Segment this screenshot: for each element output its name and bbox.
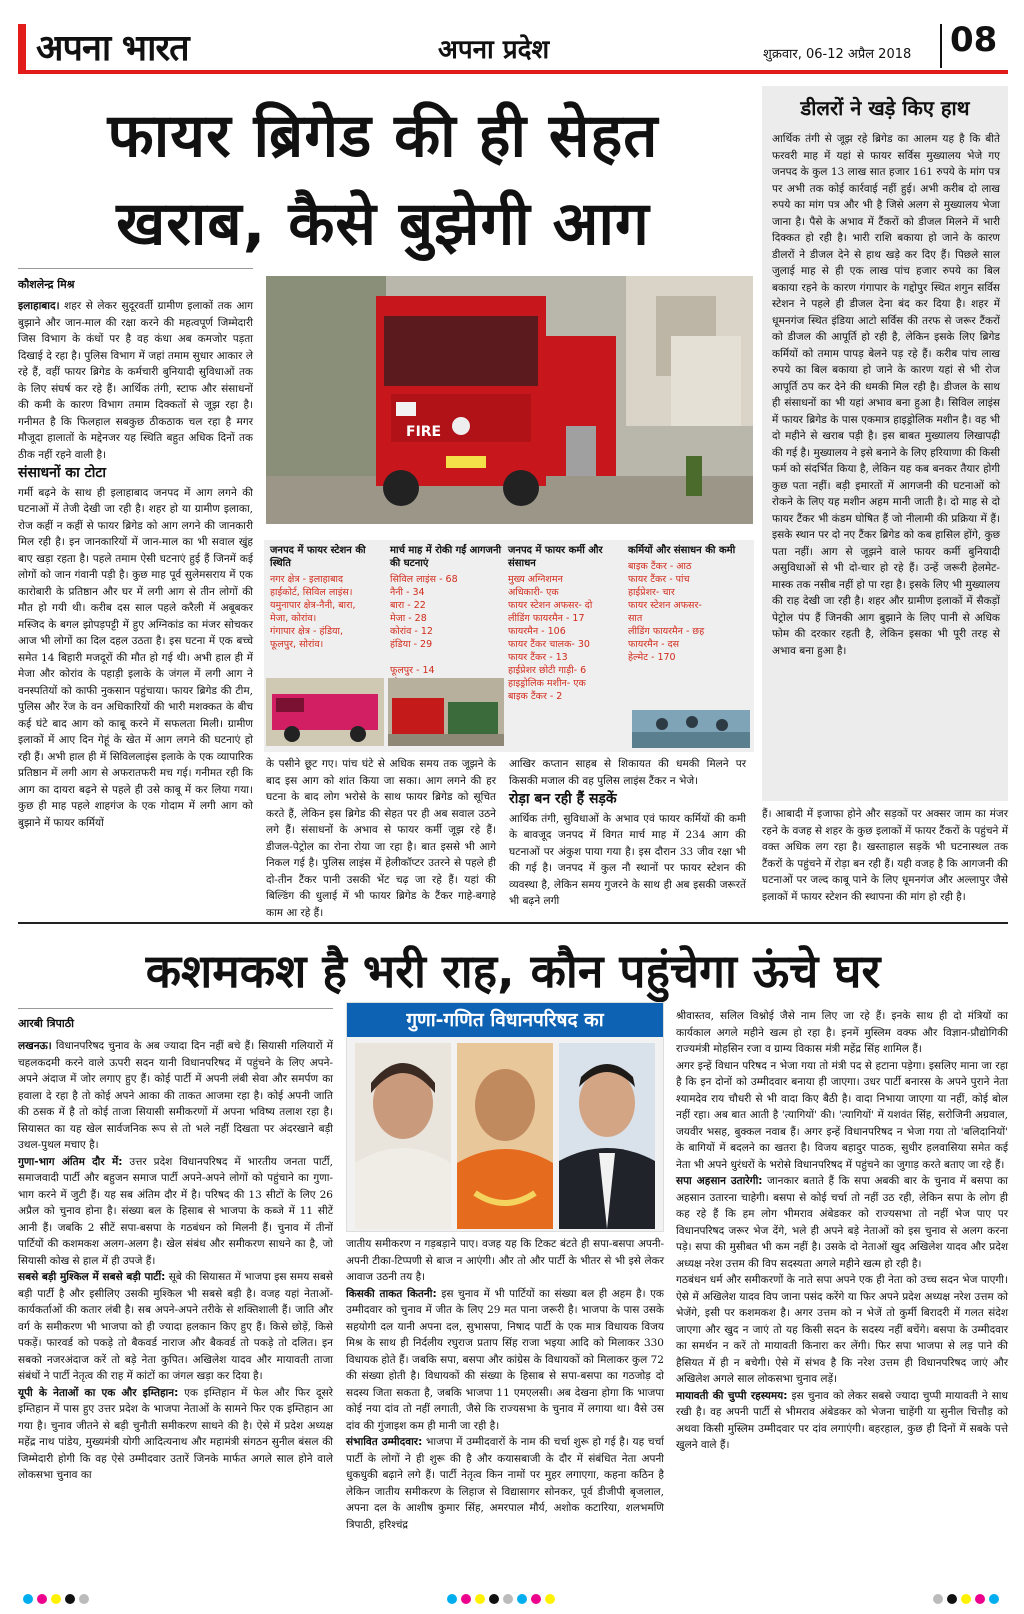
table-cell: हाईकोर्ट, सिविल लाइंस। <box>270 587 353 598</box>
table-column-shortage <box>628 544 750 664</box>
table-header-shortage: कर्मियों और संसाधन की कमी <box>628 545 736 556</box>
page-number: 08 <box>950 20 998 60</box>
fire-tenders-illustration <box>388 678 504 746</box>
story1-subhead-2: रोड़ा बन रही हैं सड़कें <box>509 791 617 807</box>
story2-lead-6: सपा अहसान उतारेगी: <box>676 1175 763 1187</box>
masthead-divider <box>940 24 942 68</box>
fire-tenders-photo <box>388 678 504 746</box>
table-column-staff <box>508 544 624 703</box>
table-cell: लीडिंग फायरमैन - छह <box>628 626 705 637</box>
story2-paragraph: इस चुनाव में भी पार्टियों का संख्या बल ही अहम है। एक उम्मीदवार को चुनाव में जीत के लिए 29 मत पाना जरूरी है। भाजपा के पास उसके सहयोगी दल यानी अपना दल, सुभासपा, निषाद पार्टी के एक मात्र विधायक विजय मिश्र के साथ ही निर्दलीय रघुराज प्रताप सिंह राजा भइया आदि को मिलाकर 330 विधायक होते हैं। जबकि सपा, बसपा और कांग्रेस के विधायकों को मिलाकर कुल 72 की संख्या होती है। विधायकों की संख्या के हिसाब से सपा-बसपा का गठजोड़ दो सदस्य जिता सकता है, जबकि भाजपा 11 एमएलसी। अब देखना होगा कि भाजपा कोई नया दांव तो नहीं लगाती, जैसे कि राज्यसभा के चुनाव में लगाया था। वैसे उस दांव की गुंजाइश कम ही मानी जा रही है। <box>346 1287 664 1432</box>
politician-portrait-2 <box>457 1043 553 1229</box>
firefighters-illustration <box>632 710 750 748</box>
story2-paragraph: जानकार बताते हैं कि सपा अबकी बार के चुनाव में बसपा का अहसान उतारना चाहेगी। बसपा से कोई चर्चा तो नहीं उठ रही, लेकिन सपा के लोग ही कह रहे हैं कि हम लोग भीमराव अंबेडकर को राज्यसभा तो नहीं भेज पाए पर विधानपरिषद जरूर भेज देंगे, भले ही अपने बड़े नेताओं को इस चुनाव से अलग करना पड़े। सपा की मुसीबत भी कम नहीं है। उसके दो नेताओं खुद अखिलेश यादव और प्रदेश अध्यक्ष नरेश उत्तम की विप सदस्यता अगले महीने खत्म हो रही है। <box>676 1175 1009 1270</box>
table-cell: हाइड्रोलिक मशीन- एक <box>508 678 586 689</box>
table-cell: हंडिया - 29 <box>390 639 433 650</box>
story1-body-1: गर्मी बढ़ने के साथ ही इलाहाबाद जनपद में आग लगने की घटनाओं में तेजी देखी जा रही है। शहर हो या ग्रामीण इलाका, रोज कहीं न कहीं से फायर ब्रिगेड को आग लगने की जानकारी मिल रही है। इन जानकारियों में जान-माल का भी सवाल खुंह बाए खड़ा रहता है। पहले तमाम ऐसी घटनाएं हुई हैं जिनमें कई लोगों को जान गंवानी पड़ी है। कुछ माह पूर्व सुलेमसराय में एक कारोबारी के प्रतिष्ठान और घर में लगी आग से तीन लोगों की मौत हो गयी थी। करीब दस साल पहले करैली में अबूबकर मस्जिद के बगल झोपड़पट्टी में हुए अग्निकांड का मंजर सोचकर आज भी लोगों का दिल दहल उठता है। इस घटना में एक बच्चे समेत 14 बिहारी मजदूरों की मौत हो गई थी। अभी हाल ही में मेजा और कोरांव के पहाड़ी इलाके के जंगल में लगी आग ने वनस्पतियों को काफी नुकसान पहुंचाया। फायर ब्रिगेड की टीम, पुलिस और रेंज के वन अधिकारियों की भारी मशक्कत के बीच कई घंटे बाद आग को काबू करने में सफलता मिली। ग्रामीण इलाकों में आए दिन गेहूं के खेत में आग लगने की घटनाएं हो रही हैं। अभी हाल ही में सिविललाइंस इलाके के एक व्यापारिक प्रतिष्ठान में लगी आग से अफरातफरी मच गई। गनीमत रही कि आग का दायरा बढ़ने से पहले ही उसे काबू में कर लिया गया। कुछ ही माह पहले शाहगंज के एक गोदाम में लगी आग को बुझाने में फायर कर्मियों <box>18 486 253 829</box>
story1-byline: कौशलेन्द्र मिश्र <box>18 278 75 291</box>
table-cell: फायर टैंकर - 13 <box>508 652 568 663</box>
table-cell: फायर टैंकर - पांच <box>628 574 690 585</box>
story2-column-3 <box>676 1008 1008 1586</box>
table-cell: सात <box>628 613 643 624</box>
fire-truck-illustration <box>266 276 753 524</box>
fire-stats-table <box>264 540 754 752</box>
table-cell: यमुनापार क्षेत्र-नैनी, बारा, <box>270 600 356 611</box>
newspaper-logo: अपना भारत <box>36 27 189 69</box>
table-cell: लीडिंग फायरमैन - 17 <box>508 613 585 624</box>
story2-byline: आरबी त्रिपाठी <box>18 1017 74 1030</box>
table-cell: कोरांव - 12 <box>390 626 433 637</box>
table-header-incidents: मार्च माह में रोकी गईं आगजनी की घटनाएं <box>390 545 502 569</box>
table-cell: फूलपुर - 14 <box>390 665 435 676</box>
svg-text:FIRE: FIRE <box>406 424 442 440</box>
story2-paragraph: गठबंधन धर्म और समीकरणों के नाते सपा अपने एक ही नेता को उच्च सदन भेज पाएगी। ऐसे में अखिलेश यादव विप जाना पसंद करेंगे या फिर अपने प्रदेश अध्यक्ष नरेश उत्तम को भेजेंगे, इसी पर कशमकश है। अगर उत्तम को न भेजें तो कुर्मी बिरादरी में गलत संदेश जाएगा और खुद न जाएं तो यह किसी सदन के सदस्य नहीं बचेंगे। बसपा के उम्मीदवार का समर्थन न करें तो मायावती किनारा कर लेंगी। फिर सपा भाजपा से लड़ पाने की हैसियत में ही न बचेगी। ऐसे में संभव है कि नरेश उत्तम ही विधानपरिषद जाएं और अखिलेश अगले साल लोकसभा चुनाव लड़ें। <box>676 1274 1008 1385</box>
story2-headline: कशमकश है भरी राह, कौन पहुंचेगा ऊंचे घर <box>145 944 881 998</box>
byline-rule-2 <box>18 1008 333 1009</box>
sidebar-body: आर्थिक तंगी से जूझ रहे ब्रिगेड का आलम यह है कि बीते फरवरी माह में यहां से फायर सर्विस मुख्यालय भेजे गए जनपद के कुल 13 लाख सात हजार 161 रुपये के मांग पत्र पर अभी तक कोई कार्रवाई नहीं हुई। अभी करीब दो लाख रुपये का मांग पत्र और भी है जिसे अलग से मुख्यालय भेजा जाना है। पैसे के अभाव में टैंकरों को डीजल मिलने में भारी दिक्कत हो रही है। भारी राशि बकाया हो जाने के कारण डीलरों ने डीजल देने से हाथ खड़े कर दिए हैं। पिछले साल जुलाई माह से ही एक लाख पांच हजार रुपये का बिल बकाया रहने के कारण गंगापार के गद्दोपुर स्थित शगुन सर्विस स्टेशन ने पहले ही डीजल देना बंद कर दिया है। शहर में धूमनगंज स्थित इंडिया आटो सर्विस की तरफ से जरूर टैंकरों को डीजल की आपूर्ति हो रही है, लेकिन इसके लिए ब्रिगेड कर्मियों को तमाम पापड़ बेलने पड़ रहे हैं। करीब पांच लाख रुपये का बिल बकाया हो जाने के कारण यहां से भी रोज आपूर्ति ठप कर देने की धमकी मिल रही है। डीजल के साथ ही संसाधनों का भी यहां अभाव बना हुआ है। सिविल लाइंस में फायर ब्रिगेड के पास एकमात्र हाइड्रोलिक मशीन है। वह भी दो महीने से खराब पड़ी है। इस बाबत मुख्यालय लिखापढ़ी की गई है। मुख्यालय ने इसे बनाने के लिए हरियाणा की किसी फर्म को संदर्भित किया है, लेकिन यह कब बनकर तैयार होगी कुछ पता नहीं। बड़ी इमारतों में आगजनी की घटनाओं को रोकने के लिए यह मशीन अहम मानी जाती है। दो माह से दो फायर टैंकर भी कंडम घोषित हैं जो नीलामी की प्रक्रिया में हैं। इसके स्थान पर दो नए टैंकर ब्रिगेड को कब हासिल होंगे, कुछ पता नहीं। आग से जूझने वाले फायर कर्मी बुनियादी असुविधाओं से भी दो-चार हो रहे हैं। उन्हें जरूरी हेलमेट-मास्क तक नसीब नहीं हो पा रहा है। इसके लिए भी मुख्यालय की राह देखी जा रही है। शहर और ग्रामीण इलाकों में सैकड़ों पेट्रोल पंप हैं जिनकी आग बुझाने के लिए पानी से अधिक फोम की दरकार रहती है, लेकिन इसका भी पूरी तरह से अभाव बना हुआ है। <box>772 133 1000 657</box>
dateline: लखनऊ। <box>18 1040 52 1052</box>
table-header-stations: जनपद में फायर स्टेशन की स्थिति <box>270 545 366 569</box>
table-cell: मेजा, कोरांव। <box>270 613 317 624</box>
story-divider <box>18 922 1008 924</box>
story1-col3-lead: आखिर कप्तान साहब से शिकायत की धमकी मिलने पर किसकी मजाल की वह पुलिस लाइंस टैंकर न भेजे। <box>509 758 746 787</box>
story1-column-3 <box>509 756 746 910</box>
story2-lead-7: मायावती की चुप्पी रहस्यमय: <box>676 1389 788 1402</box>
byline-rule <box>18 268 253 269</box>
table-cell: अधिकारी- एक <box>508 587 559 598</box>
masthead <box>18 18 1008 74</box>
portrait-illustration <box>355 1043 451 1229</box>
table-cell: हाईप्रेशर छोटी गाड़ी- 6 <box>508 665 587 676</box>
story1-column-2: के पसीने छूट गए। पांच घंटे से अधिक समय तक जूझने के बाद इस आग को शांत किया जा सका। आग लगने की हर घटना के बाद लोग भरोसे के साथ फायर ब्रिगेड को सूचित करते हैं, लेकिन इस ब्रिगेड की सेहत पर ही अब सवाल उठने लगे हैं। संसाधनों के अभाव से फायर कर्मी जूझ रहे हैं। डीजल-पेट्रोल का रोना रोया जा रहा है। बात इससे भी आगे निकल गई है। पुलिस लाइंस में हेलीकॉप्टर उतरने से पहले ही दो-तीन टैंकर पानी उसकी भेंट चढ़ जा रहे हैं। यहां की बिल्डिंग की धुलाई में भी फायर ब्रिगेड के टैंकर गाहे-बगाहे काम आ रहे हैं। <box>266 758 496 919</box>
politician-portrait-1 <box>355 1043 451 1229</box>
story2-lead-2: सबसे बड़ी मुश्किल में सबसे बड़ी पार्टी: <box>18 1271 166 1283</box>
table-cell: सिविल लाइंस - 68 <box>390 574 458 585</box>
story2-column-2 <box>346 1236 664 1586</box>
sidebar-title: डीलरों ने खड़े किए हाथ <box>800 96 970 120</box>
portrait-illustration <box>457 1043 553 1229</box>
feature-box <box>346 1002 664 1232</box>
story2-paragraph: इस चुनाव को लेकर सबसे ज्यादा चुप्पी मायावती ने साध रखी है। वह अपनी पार्टी से भीमराव अंबेडकर को भेजना चाहेंगी या सुनील चित्तौड़ को अथवा किसी मुस्लिम उम्मीदवार पर दांव लगाएंगी। बहरहाल, कुछ ही दिनों में सबके पत्ते खुलने वाले हैं। <box>676 1389 1008 1451</box>
story2-intro: विधानपरिषद चुनाव के अब ज्यादा दिन नहीं बचे हैं। सियासी गलियारों में चहलकदमी करने वाले ऊपरी सदन यानी विधानपरिषद में पहुंचने के लिए अपने-अपने अंदाज में जोर लगाए हुए हैं। कोई पार्टी में अपनी लंबी सेवा और समर्पण का हवाला दे रहा है तो कोई अपने आका की ताकत आजमा रहा है। कोई अपनी जाति की ठसक में है तो कोई ताजा सियासी समीकरणों में अपना भविष्य तलाश रहा है। सियासत का यह खेल सार्वजनिक रूप से तो भले नहीं दिखता पर अंदरखाने बड़ी उथल-पुथल मचाए है। <box>18 1040 333 1151</box>
table-cell: फायर टैंकर चालक- 30 <box>508 639 590 650</box>
table-cell: गंगापार क्षेत्र - हंडिया, <box>270 626 344 637</box>
dateline: इलाहाबाद। <box>18 300 60 312</box>
story1-col3-body: आर्थिक तंगी, सुविधाओं के अभाव एवं फायर कर्मियों की कमी के बावजूद जनपद में विगत मार्च माह में 234 आग की घटनाओं पर अंकुश पाया गया है। इस दौरान 33 जीव रक्षा भी की गई है। जनपद में कुल नौ स्थानों पर फायर स्टेशन की व्यवस्था है, लेकिन समय गुजरने के साथ ही अब इसकी जरूरतें भी बढ़ने लगी <box>509 812 746 907</box>
table-cell: फायर स्टेशन अफसर- दो <box>508 600 593 611</box>
story2-paragraph: एक इम्तिहान में फेल और फिर दूसरे इम्तिहान में पास हुए उत्तर प्रदेश के भाजपा नेताओं के सामने फिर एक इम्तिहान आ गया है। चुनाव जीतने से बड़ी चुनौती समीकरण साधने की है। ऐसे में प्रदेश अध्यक्ष महेंद्र नाथ पांडेय, मुख्यमंत्री योगी आदित्यनाथ और महामंत्री संगठन सुनील बंसल की जिम्मेदारी होगी कि वह ऐसे उम्मीदवार उतारें जिनके मार्फत अगले साल होने वाले लोकसभा चुनाव का <box>18 1386 333 1481</box>
table-cell: नैनी - 34 <box>390 587 425 598</box>
print-registration-marks <box>18 1590 1008 1602</box>
table-column-stations <box>270 544 385 651</box>
story2-lead-1: गुणा-भाग अंतिम दौर में: <box>18 1155 123 1168</box>
story1-headline <box>18 92 748 268</box>
story2-paragraph: भाजपा में उम्मीदवारों के नाम की चर्चा शुरू हो गई है। यह चर्चा पार्टी के लोगों ने ही शुरू की है और कयासबाजी के दौर में संबंधित नेता अपनी धुकधुकी बढ़ाने लगे हैं। पार्टी नेतृत्व किन नामों पर मुहर लगाएगा, कहना कठिन है लेकिन जातीय समीकरण के लिहाज से विद्यासागर सोनकर, पूर्व डीजीपी बृजलाल, अपना दल के आशीष कुमार सिंह, अमरपाल मौर्य, अशोक कटारिया, शलभमणि त्रिपाठी, हरिश्चंद्र <box>346 1436 664 1531</box>
story2-paragraph: सूबे की सियासत में भाजपा इस समय सबसे बड़ी पार्टी है और इसीलिए उसकी मुश्किल भी सबसे बड़ी है। वजह यहां नेताओं-कार्यकर्ताओं की कतार लंबी है। सब अपने-अपने तरीके से शक्तिशाली हैं। जाति और वर्ग के समीकरण भी भाजपा को ही ज्यादा हलकान किए हुए हैं। किसे छोड़ें, किसे पकड़ें। फारवर्ड को पकड़े तो बैकवर्ड नाराज और बैकवर्ड तो पकड़े तो दलित। इन सबको नजरअंदाज करें तो बड़े नेता कुपित। अखिलेश यादव और मायावती ताजा संबंधों ने पार्टी नेतृत्व की राह में कांटों का जंगल खड़ा कर दिया है। <box>18 1271 333 1382</box>
table-cell: फायरमैन - 106 <box>508 626 566 637</box>
story1-headline-line2: खराब, कैसे बुझेगी आग <box>116 189 650 259</box>
story1-column-4: हैं। आबादी में इजाफा होने और सड़कों पर अक्सर जाम का मंजर रहने के वजह से शहर के कुछ इलाकों में फायर टैंकरों के पहुंचने में वक्त अधिक लग रहा है। खस्ताहाल सड़कें भी घटनास्थल तक टैंकरों के पहुंचने में रोड़ा बन रही हैं। यही वजह है कि आगजनी की घटनाओं पर जल्द काबू पाने के लिए धूमनगंज और अल्लापुर जैसे इलाकों में फायर स्टेशन की स्थापना की मांग हो रही है। <box>762 808 1008 903</box>
story2-paragraph: उत्तर प्रदेश विधानपरिषद में भारतीय जनता पार्टी, समाजवादी पार्टी और बहुजन समाज पार्टी अपने-अपने लोगों को पहुंचाने का गुणा-भाग करने में जुटी हैं। यह सब अंतिम दौर में है। परिषद की 13 सीटों के लिए 26 अप्रैल को चुनाव होना है। संख्या बल के हिसाब से भाजपा के कब्जे में 11 सीटें आनी हैं। जबकि 2 सीटें सपा-बसपा के गठबंधन को मिलनी हैं। चुनाव में तीनों पार्टियों की कशमकश अलग-अलग है। खेल संबंध और समीकरण साधने का है, जो सियासी कोख से हाल में ही उपजे हैं। <box>18 1155 333 1267</box>
story2-paragraph: अगर इन्हें विधान परिषद न भेजा गया तो मंत्री पद से हटाना पड़ेगा। इसलिए माना जा रहा है कि इन दोनों को उम्मीदवार बनाया ही जाएगा। उधर पार्टी बनारस के अपने पुराने नेता श्यामदेव राय चौधरी से भी वादा किए बैठी है। वादा निभाया जाएगा या नहीं, कोई बोल नहीं रहा। अब बात आती है 'त्यागियों' की। 'त्यागियों' में यशवंत सिंह, सरोजिनी अग्रवाल, जयवीर भसह, बुक्कल नवाब हैं। अगर इन्हें विधानपरिषद न भेजा गया तो 'बलिदानियों' के बागियों में बदलने का खतरा है। विजय बहादुर पाठक, सुधीर हलवासिया समेत कई नेता भी अपने धुरंधरों के भरोसे विधानपरिषद में पहुंचने का जुगाड़ करते बताए जा रहे हैं। <box>676 1059 1008 1171</box>
table-cell: बारा - 22 <box>390 600 426 611</box>
story2-column-1 <box>18 1038 333 1586</box>
feature-box-title: गुणा-गणित विधानपरिषद का <box>347 1003 663 1037</box>
table-column-incidents <box>390 544 502 690</box>
issue-date: शुक्रवार, 06-12 अप्रैल 2018 <box>763 47 912 62</box>
table-cell: बाइक टैंकर - 2 <box>508 691 563 702</box>
sidebar-box <box>762 86 1008 801</box>
politician-portrait-3 <box>559 1043 655 1229</box>
story1-column-1 <box>18 298 253 910</box>
table-header-staff: जनपद में फायर कर्मी और संसाधन <box>508 545 603 569</box>
tanker-illustration <box>266 678 384 746</box>
table-cell: नगर क्षेत्र - इलाहाबाद <box>270 574 344 585</box>
story1-intro: शहर से लेकर सुदूरवर्ती ग्रामीण इलाकों तक आग बुझाने और जान-माल की रक्षा करने की महत्वपूर्ण जिम्मेदारी जिस विभाग के कंधों पर है वह कंधा अब कमजोर पड़ता दिखाई दे रहा है। पुलिस विभाग में जहां तमाम सुधार आकार ले रहे हैं, वहीं फायर ब्रिगेड के कर्मचारी बुनियादी सुविधाओं तक के लिए संघर्ष कर रहे हैं। आर्थिक तंगी, स्टाफ और संसाधनों की कमी के कारण विभाग तमाम दिक्कतों से जूझ रहा है। गनीमत है कि फिलहाल सबकुछ ठीकठाक चल रहा है मगर मौजूदा हालातों के मद्देनजर यह स्थिति बहुत अधिक दिनों तक ठीक नहीं रहने वाली है। <box>18 300 253 461</box>
section-title: अपना प्रदेश <box>438 35 550 65</box>
firefighters-photo <box>632 710 750 748</box>
tanker-photo <box>266 678 384 746</box>
story2-lead-5: संभावित उम्मीदवार: <box>346 1436 423 1448</box>
story2-col3-lead: श्रीवास्तव, सलिल विश्नोई जैसे नाम लिए जा रहे हैं। इनके साथ ही दो मंत्रियों का कार्यकाल अगले महीने खत्म हो रहा है। इनमें मुस्लिम वक्फ और विज्ञान-प्रौद्योगिकी राज्यमंत्री मोहसिन रजा व ग्राम्य विकास मंत्री महेंद्र सिंह शामिल हैं। <box>676 1010 1008 1055</box>
story2-col2-lead: जातीय समीकरण न गड़बड़ाने पाए। वजह यह कि टिकट बंटते ही सपा-बसपा अपनी-अपनी टीका-टिप्पणी से बाज न आएंगी। और तो और पार्टी के भीतर से भी इसे लेकर आवाज उठनी तय है। <box>346 1238 664 1283</box>
table-cell: मेजा - 28 <box>390 613 427 624</box>
portrait-illustration <box>559 1043 655 1229</box>
table-cell: मुख्य अग्निशमन <box>508 574 563 585</box>
masthead-red-bar <box>18 24 26 70</box>
story2-lead-3: यूपी के नेताओं का एक और इम्तिहान: <box>18 1386 179 1399</box>
story2-lead-4: किसकी ताकत कितनी: <box>346 1287 437 1300</box>
fire-truck-photo <box>266 276 753 524</box>
table-cell <box>390 651 502 664</box>
table-cell: फायर स्टेशन अफसर- <box>628 600 702 611</box>
registration-marks-illustration <box>18 1593 1008 1605</box>
table-cell: फूलपुर, सोरांव। <box>270 639 324 650</box>
table-cell: हेल्मेट - 170 <box>628 652 676 663</box>
story1-headline-line1: फायर ब्रिगेड की ही सेहत <box>107 101 659 171</box>
table-cell: हाईप्रेशर- चार <box>628 587 675 598</box>
table-cell: बाइक टैंकर - आठ <box>628 561 692 572</box>
story1-subhead-1: संसाधनों का टोटा <box>18 465 107 481</box>
table-cell: फायरमैन - दस <box>628 639 680 650</box>
